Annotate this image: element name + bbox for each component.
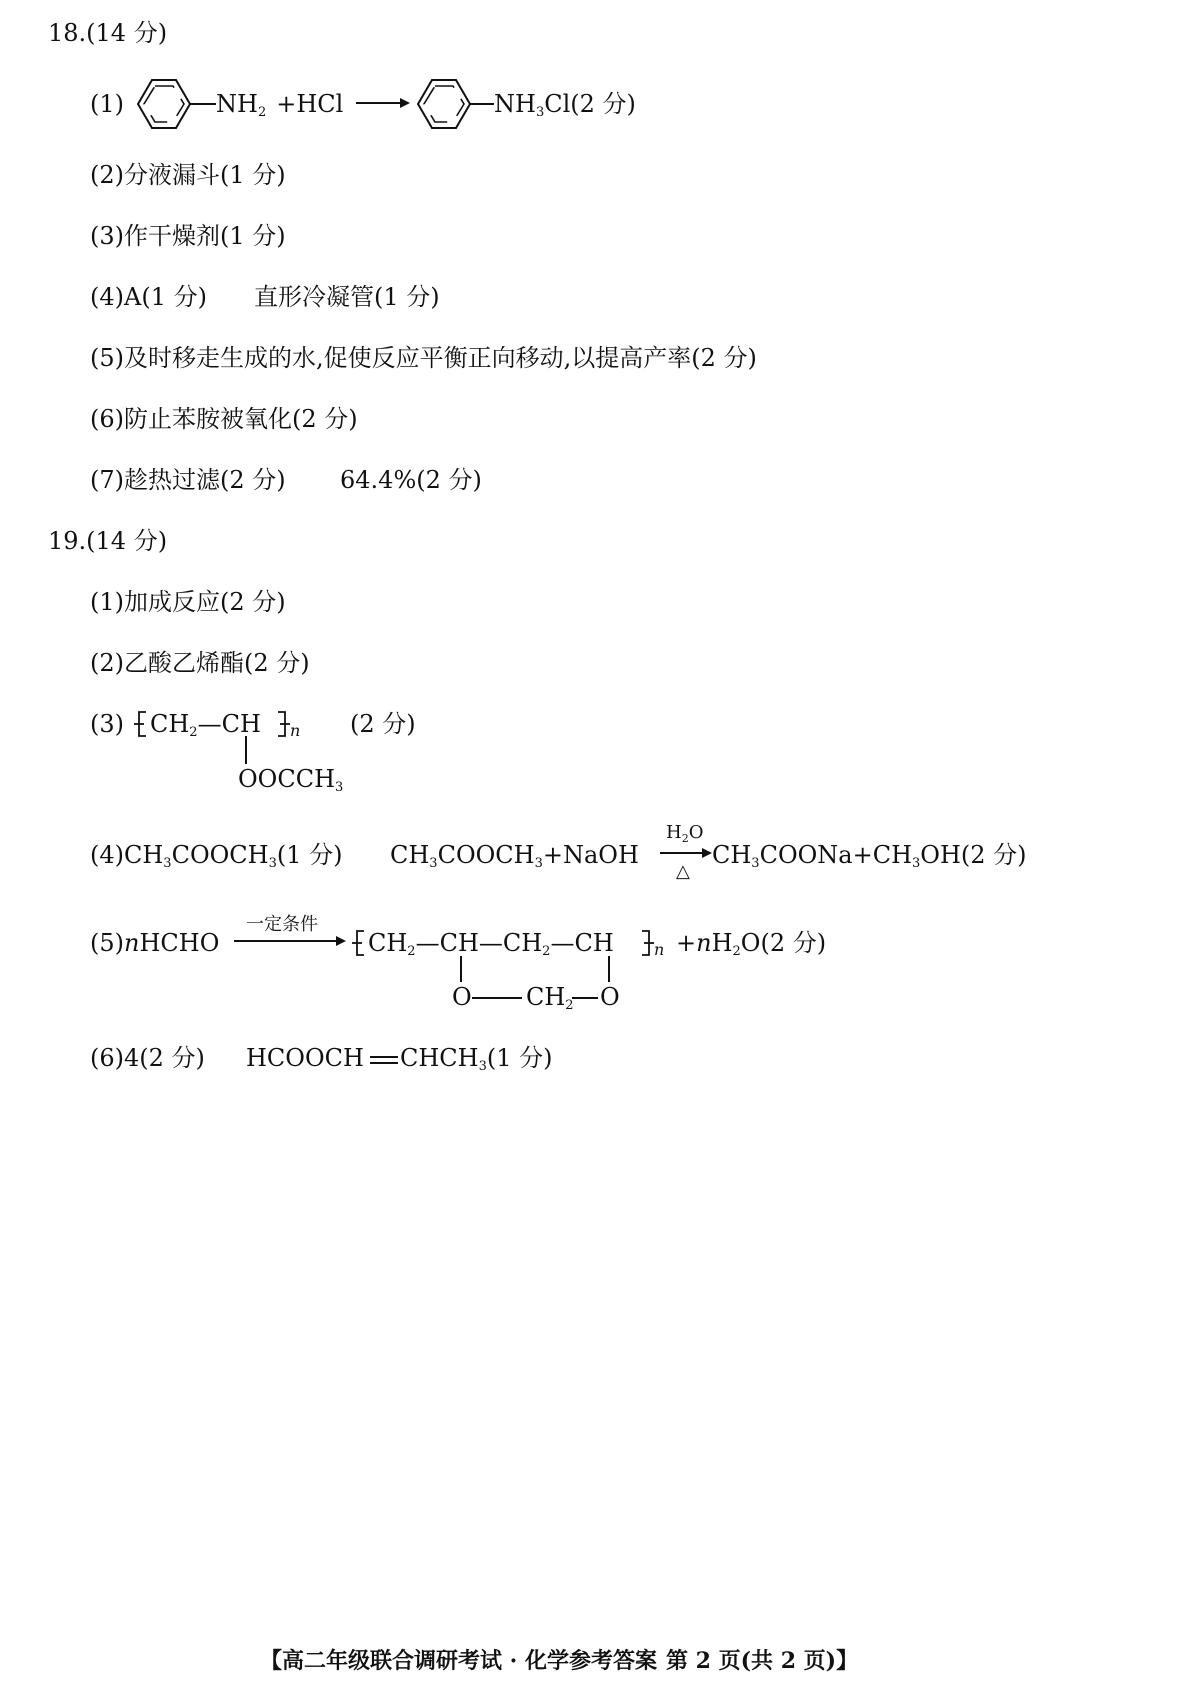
plus-hcl: +HCl xyxy=(276,90,344,118)
q19-p5-n2: n xyxy=(654,940,665,959)
n-coef: n xyxy=(124,929,140,957)
prod-coona: COONa+CH xyxy=(759,841,913,869)
ring-bond-right xyxy=(607,956,611,982)
q19-p3-pendant xyxy=(238,764,343,794)
chain-ch2a: CH xyxy=(368,929,408,957)
ring-bond-left xyxy=(459,956,463,982)
q18-p7a: (7)趁热过滤(2 分) xyxy=(90,466,286,494)
eq-plus-naoh: +NaOH xyxy=(542,841,639,869)
double-bond xyxy=(368,1055,400,1065)
q19-p4-eq-left xyxy=(390,840,639,870)
reaction-arrow-2 xyxy=(660,846,712,860)
q19-p6b xyxy=(246,1043,364,1073)
hcho: HCHO xyxy=(139,929,220,957)
eq-cooch: COOCH xyxy=(437,841,535,869)
benzene-ring-right xyxy=(414,78,474,132)
benzene-ring-left xyxy=(134,78,194,132)
n3-coef: n xyxy=(696,929,712,957)
q18-header: 18.(14 分) xyxy=(48,19,168,47)
q18-p4b: 直形冷凝管(1 分) xyxy=(254,283,440,311)
ring-bond-o1-ch2 xyxy=(472,996,522,1000)
water-h: H xyxy=(711,929,733,957)
cl-text: Cl xyxy=(544,90,571,118)
water-o: O xyxy=(740,929,761,957)
q18-p7b: 64.4%(2 分) xyxy=(340,466,482,494)
ring-ch2-text: CH xyxy=(526,983,566,1011)
ans-cooch-sub: 3 xyxy=(268,856,277,871)
q19-p5-chain xyxy=(368,928,614,958)
condition-label: 一定条件 xyxy=(246,914,318,935)
prod-ch3oh-sub: 3 xyxy=(912,856,921,871)
q19-p2: (2)乙酸乙烯酯(2 分) xyxy=(90,649,310,677)
bond-line-left xyxy=(190,102,216,106)
ch-text: CH xyxy=(221,710,261,738)
nh2-text: NH xyxy=(216,90,258,118)
q19-p3-chain xyxy=(150,709,261,739)
footer-title: 【高二年级联合调研考试 · 化学参考答案 xyxy=(260,1648,657,1674)
q19-p3-label: (3) xyxy=(90,710,124,738)
eq-ch3: CH xyxy=(390,841,430,869)
nh3-text: NH xyxy=(494,90,536,118)
dash: — xyxy=(197,710,222,738)
q19-p6-score: (1 分) xyxy=(486,1044,553,1072)
q19-p4-eq-right xyxy=(712,840,1027,870)
polymer2-bracket-left xyxy=(352,929,368,957)
reaction-arrow-3 xyxy=(234,934,346,948)
ans-score: (1 分) xyxy=(276,841,343,869)
q18-p3: (3)作干燥剂(1 分) xyxy=(90,222,286,250)
q19-p3-n: n xyxy=(290,721,301,740)
q18-p1-label: (1) xyxy=(90,90,124,118)
ring-bond-ch2-o2 xyxy=(572,996,598,1000)
ring-o1: O xyxy=(452,983,472,1011)
ch2-text: CH xyxy=(150,710,190,738)
water-sub: 2 xyxy=(732,944,741,959)
arrow-top-h: H xyxy=(666,822,682,843)
q19-p1: (1)加成反应(2 分) xyxy=(90,588,286,616)
chain-mid: —CH—CH xyxy=(415,929,543,957)
q19-p5-label: (5) xyxy=(90,929,124,957)
q19-p4-label: (4) xyxy=(90,841,124,869)
ans-ch3-sub: 3 xyxy=(163,856,172,871)
ring-o2: O xyxy=(600,983,620,1011)
pendant-sub: 3 xyxy=(335,780,344,795)
q18-p6: (6)防止苯胺被氧化(2 分) xyxy=(90,405,358,433)
pendant-text: OOCCH xyxy=(238,765,336,793)
bond-line-right xyxy=(470,102,494,106)
chch3-sub: 3 xyxy=(478,1059,487,1074)
q18-p1-product xyxy=(494,89,636,119)
q19-p5-right xyxy=(676,928,826,958)
q19-p3-score: (2 分) xyxy=(350,710,416,738)
chain-mid-sub: 2 xyxy=(542,944,551,959)
ch2-sub: 2 xyxy=(189,725,198,740)
q18-p5: (5)及时移走生成的水,促使反应平衡正向移动,以提高产率(2 分) xyxy=(90,344,757,372)
prod-oh: OH xyxy=(920,841,961,869)
arrow-top-label xyxy=(666,823,703,843)
footer-page: 第 2 页(共 2 页)】 xyxy=(666,1648,859,1674)
q19-p5-left xyxy=(90,928,219,958)
reaction-arrow-1 xyxy=(356,96,410,110)
q18-p2: (2)分液漏斗(1 分) xyxy=(90,161,286,189)
ring-ch2-sub: 2 xyxy=(565,998,574,1013)
pendant-bond xyxy=(244,736,248,764)
score-q18-1: (2 分) xyxy=(570,90,636,118)
arrow-top-sub: 2 xyxy=(681,832,689,845)
nh3-sub: 3 xyxy=(535,105,545,120)
q19-header: 19.(14 分) xyxy=(48,527,168,555)
polymer-bracket-left xyxy=(134,710,150,738)
q18-p1-nh2 xyxy=(216,89,343,119)
nh2-sub: 2 xyxy=(257,105,267,120)
prod-ch3-sub: 3 xyxy=(751,856,760,871)
hcooch: HCOOCH xyxy=(246,1044,364,1072)
q19-p6b-right xyxy=(400,1043,553,1073)
eq-cooch-sub: 3 xyxy=(534,856,543,871)
q18-p4a: (4)A(1 分) xyxy=(90,283,207,311)
chain-ch2a-sub: 2 xyxy=(407,944,416,959)
q19-p4-line xyxy=(90,840,343,870)
ans-ch3: CH xyxy=(124,841,164,869)
ans-cooch: COOCH xyxy=(171,841,269,869)
q19-p4-score: (2 分) xyxy=(960,841,1027,869)
arrow-top-o: O xyxy=(688,822,704,843)
ring-ch2 xyxy=(526,982,574,1012)
chch3: CHCH xyxy=(400,1044,479,1072)
plus: + xyxy=(676,929,697,957)
q19-p6a: (6)4(2 分) xyxy=(90,1044,205,1072)
arrow-bottom-heat: △ xyxy=(676,861,690,882)
eq-ch3-sub: 3 xyxy=(429,856,438,871)
prod-ch3: CH xyxy=(712,841,752,869)
chain-end: —CH xyxy=(550,929,614,957)
q19-p5-score: (2 分) xyxy=(760,929,827,957)
